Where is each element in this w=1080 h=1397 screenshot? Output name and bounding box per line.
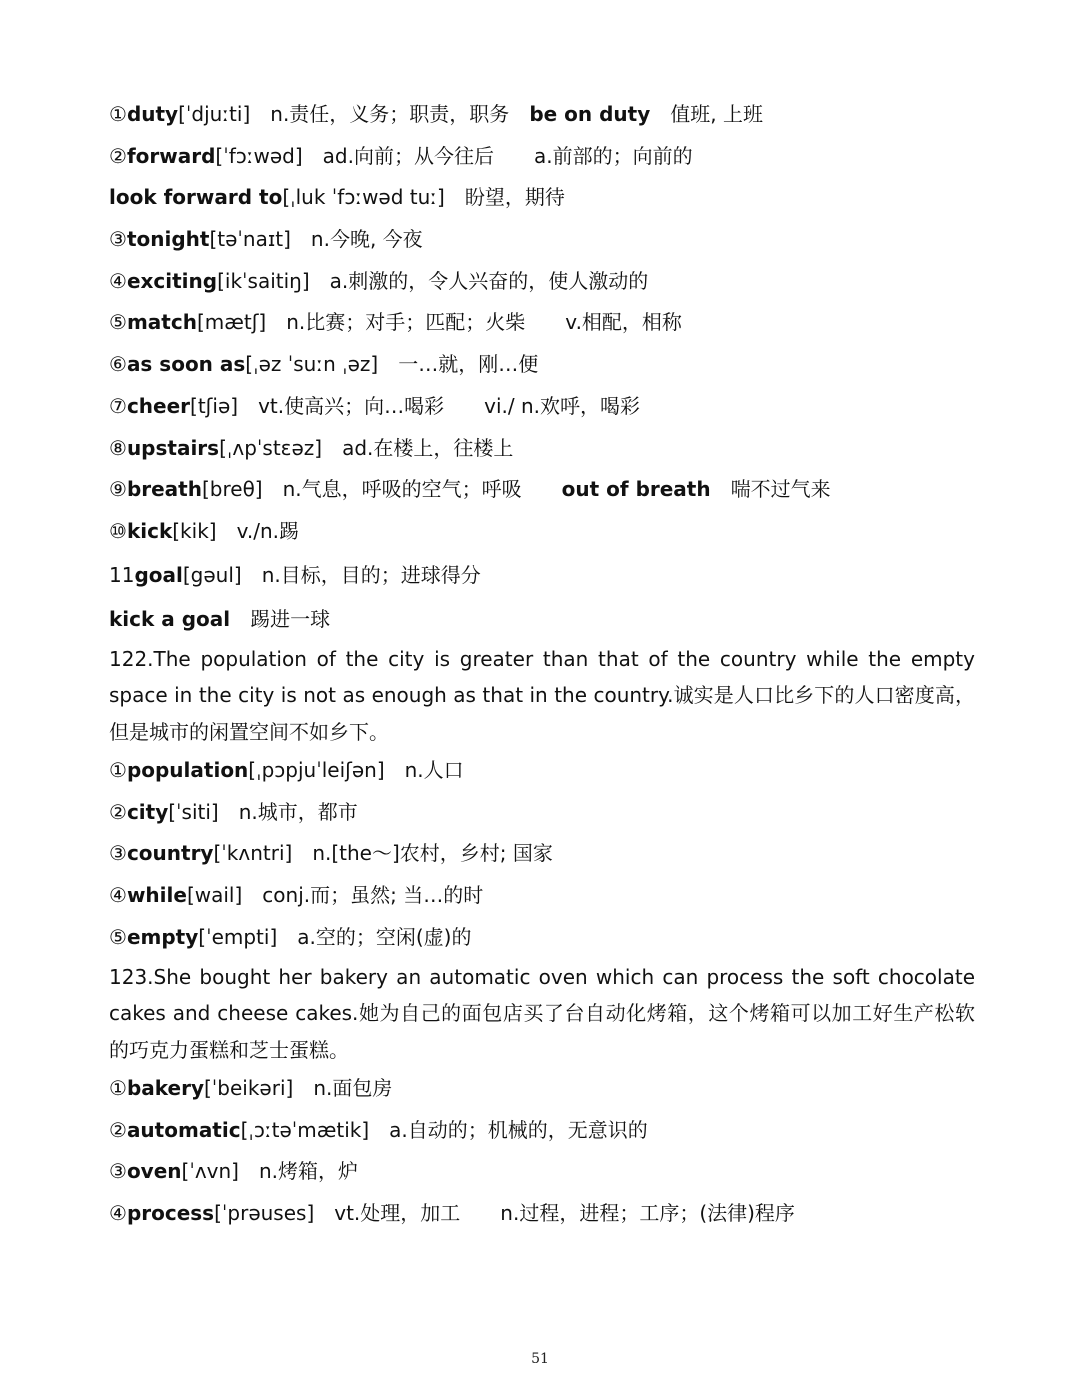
entry-process <box>109 1199 975 1227</box>
entry-definition-2: vi./ n.欢呼，喝彩 <box>484 393 640 418</box>
entry-phonetic: [ˈempti] <box>198 924 278 949</box>
entry-forward <box>109 142 975 170</box>
phrase-kick-a-goal <box>109 605 975 633</box>
entry-word: duty <box>126 102 179 126</box>
entry-phonetic: [ˈprəuses] <box>214 1201 315 1226</box>
entry-word: breath <box>126 477 202 502</box>
entry-definition: 盼望，期待 <box>464 185 565 210</box>
entry-definition: n.城市，都市 <box>238 799 358 824</box>
entry-phonetic: [ikˈsaitiŋ] <box>217 268 310 293</box>
entry-city <box>109 798 975 826</box>
entry-number: ② <box>109 1117 127 1142</box>
entry-number: ⑨ <box>109 477 127 502</box>
entry-phrase-definition: 踢进一球 <box>250 606 331 631</box>
entry-word: country <box>126 841 214 866</box>
sentence-122: 122.The population of the city is greater than that of the country while the empty space in the city is not as enough as that in the country.诚实是人口比乡下的人口密度高，但是城市的闲置空间不如乡下。 <box>109 646 975 744</box>
entry-look-forward-to <box>109 183 975 211</box>
entry-goal <box>109 561 975 589</box>
entry-word: tonight <box>126 227 210 252</box>
entry-definition: n.气息，呼吸的空气；呼吸 <box>282 477 522 502</box>
entry-definition: ad.在楼上，往楼上 <box>342 435 514 460</box>
entry-definition-2: v.相配，相称 <box>565 310 682 335</box>
entry-population <box>109 756 975 784</box>
entry-phonetic: [ˌpɔpjuˈleiʃən] <box>248 758 385 783</box>
entry-number: ③ <box>109 1159 127 1184</box>
entry-word: upstairs <box>126 435 220 460</box>
entry-while <box>109 881 975 909</box>
entry-number: ③ <box>109 227 127 252</box>
entry-number: ① <box>109 1076 127 1100</box>
entry-word: oven <box>126 1159 182 1184</box>
entry-definition-2: n.过程，进程；工序；(法律)程序 <box>500 1201 795 1226</box>
entry-definition: n.今晚, 今夜 <box>310 227 423 252</box>
entry-definition: conj.而；虽然; 当…的时 <box>262 883 484 908</box>
entry-phonetic: [ˌəz ˈsuːn ˌəz] <box>245 352 379 377</box>
entry-number: ④ <box>109 883 127 908</box>
entry-phonetic: [ˈkʌntri] <box>213 841 293 866</box>
entry-definition: n.比赛；对手；匹配；火柴 <box>286 310 526 335</box>
entry-definition: n.面包房 <box>313 1076 393 1100</box>
entry-phonetic: [gəul] <box>182 562 242 587</box>
entry-number: ④ <box>109 1201 127 1226</box>
entry-bakery <box>109 1074 975 1102</box>
entry-phonetic: [tʃiə] <box>190 393 239 418</box>
entry-definition: ad.向前；从今往后 <box>322 143 494 168</box>
entry-word: process <box>126 1201 215 1226</box>
entry-number: ③ <box>109 841 127 866</box>
entry-definition: 一…就，刚…便 <box>398 352 539 377</box>
entry-definition-2: a.前部的；向前的 <box>533 143 693 168</box>
entry-phonetic: [breθ] <box>201 477 263 502</box>
entry-kick <box>109 517 975 545</box>
entry-number: 11 <box>109 562 135 587</box>
entry-number: ② <box>109 143 127 168</box>
entry-phonetic: [ˈsiti] <box>168 799 219 824</box>
entry-phonetic: [təˈnaɪt] <box>209 227 291 252</box>
entry-number: ⑧ <box>109 435 127 460</box>
entry-automatic <box>109 1116 975 1144</box>
entry-tonight <box>109 225 975 253</box>
entry-word: cheer <box>126 393 191 418</box>
entry-phonetic: [mætʃ] <box>196 310 267 335</box>
entry-word: bakery <box>126 1076 204 1100</box>
entry-word: look forward to <box>109 185 283 210</box>
entry-definition: v./n.踢 <box>236 518 299 543</box>
entry-word: empty <box>126 924 199 949</box>
entry-phonetic: [ˈfɔːwəd] <box>215 143 303 168</box>
entry-number: ⑩ <box>109 518 127 543</box>
entry-phonetic: [ˈʌvn] <box>181 1159 239 1184</box>
entry-word: population <box>126 758 249 783</box>
page-content <box>109 100 975 1241</box>
entry-definition: vt.处理，加工 <box>334 1201 461 1226</box>
entry-definition: n.烤箱，炉 <box>258 1159 359 1184</box>
entry-cheer <box>109 392 975 420</box>
entry-phrase: out of breath <box>561 477 711 502</box>
entry-duty <box>109 100 975 128</box>
entry-word: city <box>126 799 169 824</box>
entry-phonetic: [wail] <box>186 883 243 908</box>
page-number: 51 <box>531 1351 549 1367</box>
entry-phonetic: [ˌluk ˈfɔːwəd tuː] <box>282 185 445 210</box>
entry-word: kick <box>126 518 173 543</box>
entry-as-soon-as <box>109 350 975 378</box>
entry-exciting <box>109 267 975 295</box>
entry-number: ① <box>109 758 127 783</box>
entry-word: exciting <box>126 268 218 293</box>
entry-word: goal <box>134 562 183 587</box>
entry-number: ④ <box>109 268 127 293</box>
entry-phonetic: [ˌʌpˈstɛəz] <box>219 435 323 460</box>
entry-definition: n.[the～]农村，乡村; 国家 <box>312 841 553 866</box>
entry-word: while <box>126 883 187 908</box>
entry-word: automatic <box>126 1117 241 1142</box>
entry-number: ② <box>109 799 127 824</box>
entry-breath <box>109 475 975 503</box>
entry-definition: a.空的；空闲(虚)的 <box>297 924 472 949</box>
entry-number: ⑦ <box>109 393 127 418</box>
entry-phonetic: [ˌɔːtəˈmætik] <box>240 1117 370 1142</box>
entry-definition: n.责任，义务；职责，职务 <box>270 102 510 126</box>
entry-empty <box>109 923 975 951</box>
entry-phrase: kick a goal <box>109 606 231 631</box>
entry-phrase-definition: 喘不过气来 <box>730 477 831 502</box>
entry-phonetic: [kik] <box>172 518 217 543</box>
entry-definition: a.自动的；机械的，无意识的 <box>389 1117 648 1142</box>
entry-number: ⑥ <box>109 352 127 377</box>
entry-match <box>109 308 975 336</box>
entry-definition: n.目标，目的；进球得分 <box>261 562 481 587</box>
entry-phonetic: [ˈbeikəri] <box>203 1076 294 1100</box>
entry-word: forward <box>126 143 216 168</box>
entry-number: ⑤ <box>109 924 127 949</box>
entry-country <box>109 839 975 867</box>
entry-word: match <box>126 310 197 335</box>
entry-definition: a.刺激的，令人兴奋的，使人激动的 <box>329 268 649 293</box>
entry-number: ⑤ <box>109 310 127 335</box>
entry-upstairs <box>109 434 975 462</box>
entry-word: as soon as <box>126 352 246 377</box>
entry-definition: n.人口 <box>404 758 464 783</box>
sentence-123: 123.She bought her bakery an automatic oven which can process the soft chocolate cakes and cheese cakes.她为自己的面包店买了台自动化烤箱，这个烤箱可以加工好生产松软的巧克力蛋糕和芝士蛋糕。 <box>109 964 975 1062</box>
entry-oven <box>109 1157 975 1185</box>
entry-phrase-definition: 值班, 上班 <box>670 102 763 126</box>
entry-number: ① <box>109 102 127 126</box>
entry-phrase: be on duty <box>529 102 651 126</box>
entry-definition: vt.使高兴；向…喝彩 <box>258 393 445 418</box>
entry-phonetic: [ˈdjuːti] <box>178 102 251 126</box>
